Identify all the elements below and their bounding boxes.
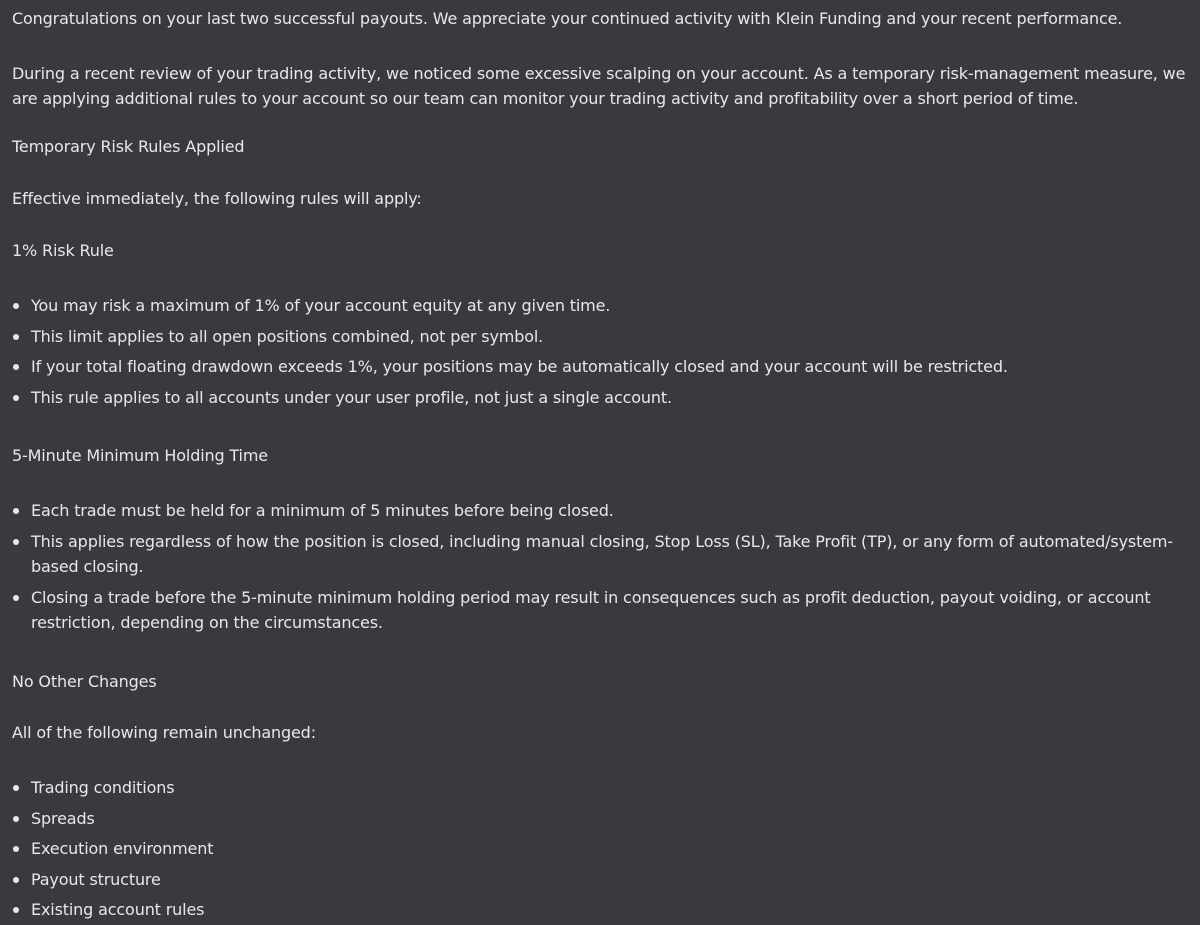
list-item-text: Each trade must be held for a minimum of 5 minutes before being closed. xyxy=(31,501,614,520)
list-item-text: Existing account rules xyxy=(31,900,205,919)
list-item-text: This rule applies to all accounts under your user profile, not just a single account. xyxy=(31,387,672,407)
remain-paragraph: All of the following remain unchanged: xyxy=(12,723,316,742)
list-item-text: This applies regardless of how the position is closed, including manual closing, Stop Loss (SL), Take Profit (TP), or any form of automated/system-based closing. xyxy=(31,531,1173,576)
bullet-icon xyxy=(13,907,19,913)
bullet-icon xyxy=(13,395,19,401)
unchanged-list xyxy=(12,775,1192,925)
temporary-rules-heading: Temporary Risk Rules Applied xyxy=(12,137,245,156)
risk-rule-list xyxy=(12,293,1192,415)
list-item-text: Payout structure xyxy=(31,869,161,889)
bullet-icon xyxy=(13,334,19,340)
list-item xyxy=(12,354,1192,380)
list-item-text: Execution environment xyxy=(31,839,214,858)
list-item xyxy=(12,293,1192,319)
bullet-icon xyxy=(13,508,19,514)
list-item xyxy=(12,836,1192,862)
list-item-text: Spreads xyxy=(31,808,95,828)
bullet-icon xyxy=(13,877,19,883)
list-item xyxy=(12,585,1192,636)
list-item-text: If your total floating drawdown exceeds 1%, your positions may be automatically closed and your account will be restricted. xyxy=(31,357,1008,376)
list-item xyxy=(12,385,1192,411)
bullet-icon xyxy=(13,364,19,370)
list-item xyxy=(12,324,1192,350)
risk-rule-heading: 1% Risk Rule xyxy=(12,241,114,260)
effective-paragraph: Effective immediately, the following rules will apply: xyxy=(12,189,422,208)
congrats-paragraph: Congratulations on your last two successful payouts. We appreciate your continued activity with Klein Funding and your recent performance. xyxy=(12,9,1123,28)
list-item xyxy=(12,806,1192,832)
list-item xyxy=(12,498,1192,524)
list-item xyxy=(12,897,1192,923)
no-other-changes-heading: No Other Changes xyxy=(12,672,157,691)
list-item xyxy=(12,775,1192,801)
bullet-icon xyxy=(13,846,19,852)
bullet-icon xyxy=(13,539,19,545)
review-paragraph: During a recent review of your trading activity, we noticed some excessive scalping on your account. As a temporary risk-management measure, we are applying additional rules to your account so our team can monitor your trading activity and profitability over a short period of time. xyxy=(12,64,1186,108)
holding-time-list xyxy=(12,498,1192,641)
bullet-icon xyxy=(13,595,19,601)
bullet-icon xyxy=(13,785,19,791)
list-item xyxy=(12,529,1192,580)
holding-time-heading: 5-Minute Minimum Holding Time xyxy=(12,446,268,465)
list-item-text: You may risk a maximum of 1% of your account equity at any given time. xyxy=(31,296,611,315)
bullet-icon xyxy=(13,303,19,309)
list-item-text: Trading conditions xyxy=(31,778,175,797)
list-item-text: Closing a trade before the 5-minute minimum holding period may result in consequences such as profit deduction, payout voiding, or account restriction, depending on the circumstances. xyxy=(31,587,1151,632)
bullet-icon xyxy=(13,816,19,822)
list-item-text: This limit applies to all open positions combined, not per symbol. xyxy=(31,326,544,346)
list-item xyxy=(12,867,1192,893)
